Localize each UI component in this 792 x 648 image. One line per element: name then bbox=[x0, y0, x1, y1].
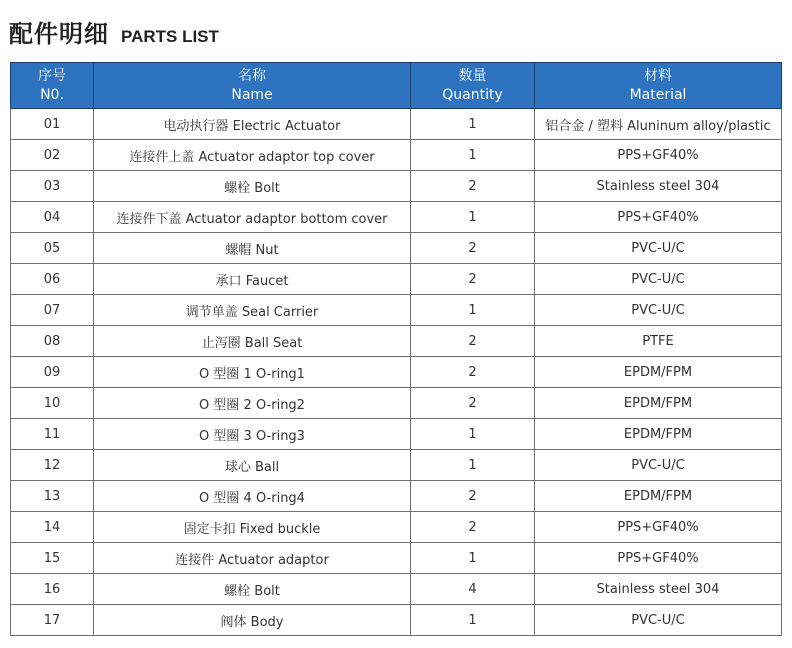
row-number-cell: 10 bbox=[11, 388, 94, 419]
table-row bbox=[11, 543, 782, 574]
row-quantity-cell: 1 bbox=[411, 295, 535, 326]
table-row bbox=[11, 140, 782, 171]
title-english: PARTS LIST bbox=[121, 27, 219, 46]
row-material-cell: EPDM/FPM bbox=[535, 357, 782, 388]
row-material-cell: EPDM/FPM bbox=[535, 481, 782, 512]
row-name-cell: 固定卡扣 Fixed buckle bbox=[94, 512, 411, 543]
row-quantity-cell: 1 bbox=[411, 140, 535, 171]
row-number-cell: 17 bbox=[11, 605, 94, 636]
header-number-cn: 序号 bbox=[38, 67, 66, 84]
row-material-cell: PVC-U/C bbox=[535, 264, 782, 295]
header-material-cn: 材料 bbox=[644, 67, 672, 84]
table-row bbox=[11, 295, 782, 326]
row-material-cell: PVC-U/C bbox=[535, 605, 782, 636]
row-quantity-cell: 2 bbox=[411, 512, 535, 543]
row-name-cell: O 型圈 4 O-ring4 bbox=[94, 481, 411, 512]
row-material-cell: EPDM/FPM bbox=[535, 388, 782, 419]
header-quantity-en: Quantity bbox=[442, 86, 503, 103]
row-name-cell: 调节单盖 Seal Carrier bbox=[94, 295, 411, 326]
row-name-cell: 连接件上盖 Actuator adaptor top cover bbox=[94, 140, 411, 171]
row-quantity-cell: 2 bbox=[411, 481, 535, 512]
header-quantity bbox=[411, 63, 535, 109]
row-quantity-cell: 2 bbox=[411, 233, 535, 264]
row-material-cell: Stainless steel 304 bbox=[535, 171, 782, 202]
parts-table bbox=[10, 62, 782, 636]
row-name-cell: 连接件下盖 Actuator adaptor bottom cover bbox=[94, 202, 411, 233]
row-quantity-cell: 1 bbox=[411, 419, 535, 450]
row-quantity-cell: 2 bbox=[411, 388, 535, 419]
table-row bbox=[11, 171, 782, 202]
parts-table-body bbox=[11, 109, 782, 636]
row-material-cell: PVC-U/C bbox=[535, 233, 782, 264]
row-material-cell: PVC-U/C bbox=[535, 450, 782, 481]
header-number bbox=[11, 63, 94, 109]
header-name-en: Name bbox=[231, 86, 273, 103]
parts-table-header bbox=[11, 63, 782, 109]
row-name-cell: O 型圈 1 O-ring1 bbox=[94, 357, 411, 388]
table-row bbox=[11, 264, 782, 295]
row-quantity-cell: 4 bbox=[411, 574, 535, 605]
row-number-cell: 16 bbox=[11, 574, 94, 605]
row-number-cell: 12 bbox=[11, 450, 94, 481]
row-material-cell: EPDM/FPM bbox=[535, 419, 782, 450]
row-number-cell: 03 bbox=[11, 171, 94, 202]
row-material-cell: 铝合金 / 塑料 Aluninum alloy/plastic bbox=[535, 109, 782, 140]
row-quantity-cell: 1 bbox=[411, 450, 535, 481]
row-material-cell: PTFE bbox=[535, 326, 782, 357]
table-row bbox=[11, 450, 782, 481]
row-name-cell: 螺栓 Bolt bbox=[94, 574, 411, 605]
row-quantity-cell: 2 bbox=[411, 264, 535, 295]
table-row bbox=[11, 605, 782, 636]
row-number-cell: 11 bbox=[11, 419, 94, 450]
table-row bbox=[11, 481, 782, 512]
row-quantity-cell: 1 bbox=[411, 605, 535, 636]
row-quantity-cell: 1 bbox=[411, 202, 535, 233]
row-number-cell: 14 bbox=[11, 512, 94, 543]
row-name-cell: 螺帽 Nut bbox=[94, 233, 411, 264]
row-number-cell: 02 bbox=[11, 140, 94, 171]
row-number-cell: 06 bbox=[11, 264, 94, 295]
table-row bbox=[11, 233, 782, 264]
row-number-cell: 08 bbox=[11, 326, 94, 357]
row-quantity-cell: 1 bbox=[411, 109, 535, 140]
row-name-cell: 螺栓 Bolt bbox=[94, 171, 411, 202]
row-material-cell: PPS+GF40% bbox=[535, 512, 782, 543]
row-name-cell: O 型圈 3 O-ring3 bbox=[94, 419, 411, 450]
row-name-cell: 球心 Ball bbox=[94, 450, 411, 481]
row-material-cell: PPS+GF40% bbox=[535, 202, 782, 233]
row-number-cell: 09 bbox=[11, 357, 94, 388]
row-number-cell: 05 bbox=[11, 233, 94, 264]
header-quantity-cn: 数量 bbox=[458, 67, 487, 84]
table-row bbox=[11, 202, 782, 233]
row-name-cell: 止泻圈 Ball Seat bbox=[94, 326, 411, 357]
row-material-cell: PVC-U/C bbox=[535, 295, 782, 326]
header-material bbox=[535, 63, 782, 109]
row-material-cell: PPS+GF40% bbox=[535, 543, 782, 574]
row-name-cell: 连接件 Actuator adaptor bbox=[94, 543, 411, 574]
row-name-cell: O 型圈 2 O-ring2 bbox=[94, 388, 411, 419]
header-name-cn: 名称 bbox=[238, 67, 266, 84]
row-name-cell: 电动执行器 Electric Actuator bbox=[94, 109, 411, 140]
row-number-cell: 07 bbox=[11, 295, 94, 326]
row-name-cell: 承口 Faucet bbox=[94, 264, 411, 295]
header-material-en: Material bbox=[629, 86, 687, 103]
table-row bbox=[11, 109, 782, 140]
table-row bbox=[11, 388, 782, 419]
row-name-cell: 阀体 Body bbox=[94, 605, 411, 636]
page-title bbox=[9, 14, 219, 50]
row-quantity-cell: 2 bbox=[411, 326, 535, 357]
row-quantity-cell: 2 bbox=[411, 171, 535, 202]
header-row bbox=[11, 63, 782, 109]
table-row bbox=[11, 326, 782, 357]
row-quantity-cell: 2 bbox=[411, 357, 535, 388]
table-row bbox=[11, 574, 782, 605]
row-number-cell: 01 bbox=[11, 109, 94, 140]
title-chinese: 配件明细 bbox=[9, 20, 109, 48]
row-material-cell: Stainless steel 304 bbox=[535, 574, 782, 605]
row-material-cell: PPS+GF40% bbox=[535, 140, 782, 171]
row-number-cell: 13 bbox=[11, 481, 94, 512]
row-quantity-cell: 1 bbox=[411, 543, 535, 574]
header-number-en: N0. bbox=[40, 86, 64, 103]
row-number-cell: 04 bbox=[11, 202, 94, 233]
table-row bbox=[11, 357, 782, 388]
row-number-cell: 15 bbox=[11, 543, 94, 574]
table-row bbox=[11, 512, 782, 543]
header-name bbox=[94, 63, 411, 109]
table-row bbox=[11, 419, 782, 450]
